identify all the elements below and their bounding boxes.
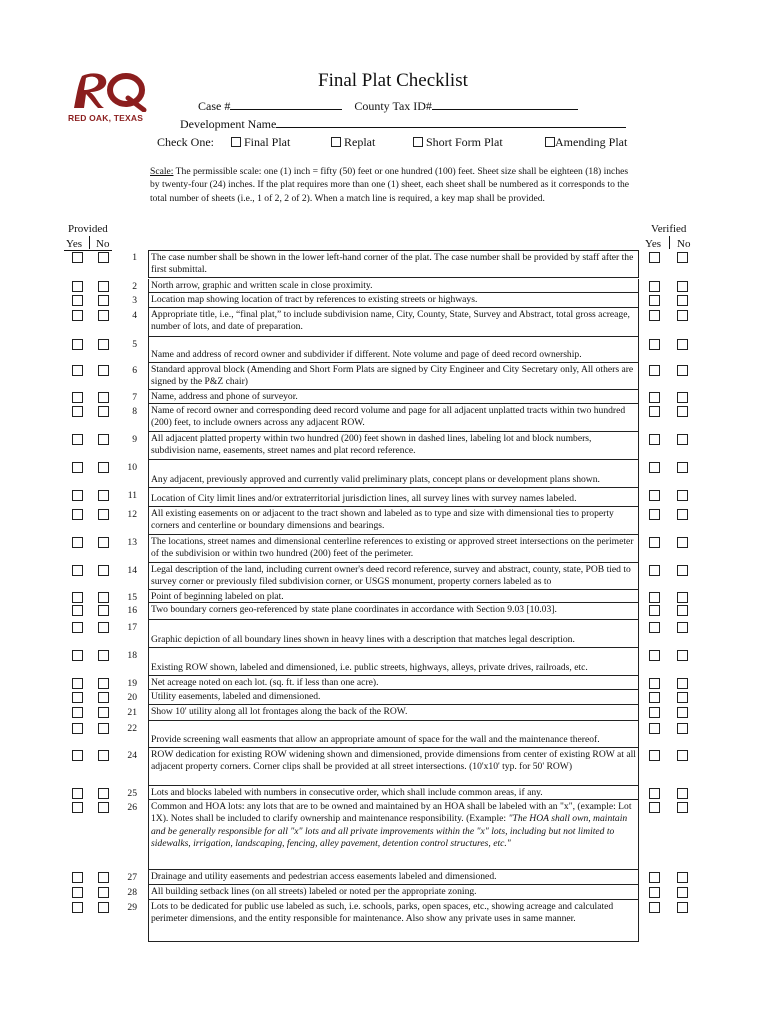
item-number: 7 (132, 392, 137, 403)
checklist-item (148, 900, 639, 942)
provided-yes-checkbox[interactable] (72, 622, 83, 633)
item-text-wrap (151, 294, 477, 305)
tax-id-label: County Tax ID# (354, 99, 432, 113)
verified-yes-checkbox[interactable] (649, 462, 660, 473)
provided-yes-checkbox[interactable] (72, 462, 83, 473)
page-title: Final Plat Checklist (318, 70, 468, 91)
development-line (180, 116, 626, 132)
verified-no-checkbox[interactable] (677, 339, 688, 350)
checklist-item (148, 721, 639, 748)
item-text: ROW dedication for existing ROW widening shown and dimensioned, provide dimensions from center of existing ROW at all adjacent property corners. Corner clips shall be provided at all street intersections. (10'x10' typ. for 50' ROW) (151, 749, 636, 773)
item-number: 20 (127, 692, 137, 703)
provided-yes-checkbox[interactable] (72, 605, 83, 616)
provided-no-checkbox[interactable] (98, 692, 109, 703)
checklist-item (148, 432, 639, 460)
verified-no-checkbox[interactable] (677, 310, 688, 321)
item-text: Utility easements, labeled and dimensioned. (151, 691, 321, 702)
provided-no-checkbox[interactable] (98, 434, 109, 445)
provided-yes-checkbox[interactable] (72, 650, 83, 661)
checklist-item (148, 390, 639, 404)
item-number: 12 (127, 509, 137, 520)
item-number: 8 (132, 406, 137, 417)
provided-no-checkbox[interactable] (98, 605, 109, 616)
checklist-item (148, 590, 639, 603)
verified-no-checkbox[interactable] (677, 678, 688, 689)
provided-no-checkbox[interactable] (98, 902, 109, 913)
checklist-item (148, 648, 639, 676)
verified-no-checkbox[interactable] (677, 622, 688, 633)
item-text-wrap (151, 662, 636, 674)
checklist-item (148, 488, 639, 507)
item-text: The case number shall be shown in the lower left-hand corner of the plat. The case number shall be provided by staff after the first submittal. (151, 252, 634, 276)
item-number: 14 (127, 565, 137, 576)
item-text-wrap (151, 364, 633, 387)
header-underline (64, 250, 112, 251)
item-text-wrap (151, 252, 633, 275)
verified-yes-checkbox[interactable] (649, 295, 660, 306)
checklist-item (148, 563, 639, 590)
checklist-item (148, 603, 639, 620)
provided-no-checkbox[interactable] (98, 295, 109, 306)
checklist-item (148, 363, 639, 390)
option-final-plat: Final Plat (244, 135, 291, 149)
item-number: 17 (127, 622, 137, 633)
item-text-wrap (151, 634, 636, 646)
tax-id-field[interactable] (432, 98, 578, 110)
item-text: Common and HOA lots: any lots that are to be owned and maintained by an HOA shall be labeled with an "x", (example: Lot 1X). Notes shall be included to clarify ownership and maintenance responsibility. (Example: (151, 801, 632, 825)
checklist-item (148, 507, 639, 535)
item-number: 19 (127, 678, 137, 689)
provided-yes-checkbox[interactable] (72, 434, 83, 445)
checklist-item (148, 676, 639, 690)
item-text-wrap (151, 564, 631, 587)
item-number: 22 (127, 723, 137, 734)
scale-text: The permissible scale: one (1) inch = fifty (50) feet or one hundred (100) feet. Sheet size shall be eighteen (18) inches by twenty-four (24) inches. If the plat requires more than one (1) sheet, each sheet shall be numbered as it corresponds to the total number of sheets (i.e., 1 of 2, 2 of 2). When a match line is required, a key map shall be provided. (150, 166, 629, 204)
item-text: Name and address of record owner and subdivider if different. Note volume and page of deed record ownership. (151, 348, 582, 360)
verified-yes-checkbox[interactable] (649, 281, 660, 292)
provided-no-checkbox[interactable] (98, 490, 109, 501)
verified-yes-checkbox[interactable] (649, 406, 660, 417)
checklist-item (148, 293, 639, 308)
checklist-item (148, 620, 639, 648)
provided-no-checkbox[interactable] (98, 406, 109, 417)
item-text: The locations, street names and dimensional centerline references to existing or approved street intersections on the perimeter of the subdivision or within two hundred (200) feet of the perimeter. (151, 536, 634, 560)
provided-yes-checkbox[interactable] (72, 339, 83, 350)
provided-no-checkbox[interactable] (98, 509, 109, 520)
item-text-wrap (151, 591, 284, 602)
provided-no-checkbox[interactable] (98, 365, 109, 376)
provided-yes-checkbox[interactable] (72, 750, 83, 761)
verified-yes-checkbox[interactable] (649, 252, 660, 263)
item-text: Standard approval block (Amending and Short Form Plats are signed by City Engineer and City Secretary only, All others are signed by the P&Z chair) (151, 364, 634, 388)
verified-yes-checkbox[interactable] (649, 872, 660, 883)
item-text-wrap (151, 677, 379, 688)
provided-no-checkbox[interactable] (98, 310, 109, 321)
verified-header-divider (669, 236, 670, 249)
checklist-item (148, 535, 639, 563)
item-text-wrap (151, 734, 636, 746)
item-number: 5 (132, 339, 137, 350)
item-text-wrap (151, 691, 320, 702)
item-text-wrap (151, 391, 298, 402)
provided-yes-checkbox[interactable] (72, 678, 83, 689)
provided-yes-checkbox[interactable] (72, 406, 83, 417)
item-text-wrap (151, 309, 630, 332)
checklist-item (148, 690, 639, 705)
item-text-wrap (151, 871, 497, 882)
item-text-wrap (151, 405, 625, 428)
verified-yes-checkbox[interactable] (649, 692, 660, 703)
provided-yes-checkbox[interactable] (72, 365, 83, 376)
final-plat-checkbox[interactable] (231, 137, 241, 147)
checklist-item (148, 308, 639, 337)
verified-yes-checkbox[interactable] (649, 887, 660, 898)
provided-yes-checkbox[interactable] (72, 887, 83, 898)
item-text-wrap (151, 749, 636, 772)
provided-yes-checkbox[interactable] (72, 310, 83, 321)
verified-no-checkbox[interactable] (677, 281, 688, 292)
item-text-wrap (151, 604, 557, 615)
verified-yes-checkbox[interactable] (649, 622, 660, 633)
verified-no-checkbox[interactable] (677, 490, 688, 501)
item-number: 21 (127, 707, 137, 718)
option-replat: Replat (344, 135, 376, 149)
verified-no-checkbox[interactable] (677, 788, 688, 799)
item-text: Two boundary corners geo-referenced by state plane coordinates in accordance with Section 9.03 [10.03]. (151, 604, 557, 615)
item-text: Point of beginning labeled on plat. (151, 591, 284, 602)
provided-no-checkbox[interactable] (98, 887, 109, 898)
provided-yes-checkbox[interactable] (72, 788, 83, 799)
verified-yes-checkbox[interactable] (649, 678, 660, 689)
checklist-item (148, 460, 639, 488)
verified-no-checkbox[interactable] (677, 887, 688, 898)
verified-yes-checkbox[interactable] (649, 750, 660, 761)
checklist-item (148, 705, 639, 721)
provided-no-checkbox[interactable] (98, 462, 109, 473)
item-text: Lots to be dedicated for public use labeled as such, i.e. schools, parks, open spaces, etc., showing acreage and calculated perimeter dimensions, and the entity responsible for maintenance. Also show any private uses in same manner. (151, 901, 614, 925)
verified-yes-checkbox[interactable] (649, 723, 660, 734)
verified-no-header: No (677, 238, 691, 250)
verified-yes-header: Yes (645, 238, 662, 250)
provided-no-checkbox[interactable] (98, 750, 109, 761)
verified-header: Verified (651, 223, 687, 235)
verified-no-checkbox[interactable] (677, 707, 688, 718)
provided-yes-checkbox[interactable] (72, 565, 83, 576)
checklist-item (148, 870, 639, 885)
verified-yes-checkbox[interactable] (649, 592, 660, 603)
checklist-item (148, 786, 639, 800)
development-name-field[interactable] (276, 116, 626, 128)
logo-text: RED OAK, TEXAS (68, 113, 144, 123)
verified-yes-checkbox[interactable] (649, 902, 660, 913)
verified-no-checkbox[interactable] (677, 750, 688, 761)
provided-no-checkbox[interactable] (98, 252, 109, 263)
verified-yes-checkbox[interactable] (649, 605, 660, 616)
item-text: Existing ROW shown, labeled and dimensioned, i.e. public streets, highways, alleys, private drives, railroads, etc. (151, 661, 588, 673)
verified-yes-checkbox[interactable] (649, 392, 660, 403)
provided-yes-checkbox[interactable] (72, 252, 83, 263)
provided-no-checkbox[interactable] (98, 872, 109, 883)
checklist-item (148, 885, 639, 900)
verified-no-checkbox[interactable] (677, 537, 688, 548)
verified-yes-checkbox[interactable] (649, 802, 660, 813)
item-number: 29 (127, 902, 137, 913)
item-number: 15 (127, 592, 137, 603)
provided-yes-checkbox[interactable] (72, 692, 83, 703)
item-number: 24 (127, 750, 137, 761)
provided-no-checkbox[interactable] (98, 392, 109, 403)
verified-yes-checkbox[interactable] (649, 310, 660, 321)
item-number: 1 (132, 252, 137, 263)
verified-no-checkbox[interactable] (677, 872, 688, 883)
verified-no-checkbox[interactable] (677, 605, 688, 616)
provided-yes-checkbox[interactable] (72, 723, 83, 734)
provided-no-checkbox[interactable] (98, 707, 109, 718)
item-text: Any adjacent, previously approved and currently valid preliminary plats, concept plans or development plans shown. (151, 473, 600, 485)
provided-no-checkbox[interactable] (98, 802, 109, 813)
verified-no-checkbox[interactable] (677, 365, 688, 376)
checklist-item (148, 250, 639, 278)
verified-no-checkbox[interactable] (677, 434, 688, 445)
provided-yes-header: Yes (66, 238, 83, 250)
item-number: 6 (132, 365, 137, 376)
option-short-form-plat: Short Form Plat (426, 135, 503, 149)
verified-no-checkbox[interactable] (677, 392, 688, 403)
provided-yes-checkbox[interactable] (72, 592, 83, 603)
item-number: 10 (127, 462, 137, 473)
provided-no-checkbox[interactable] (98, 788, 109, 799)
verified-no-checkbox[interactable] (677, 802, 688, 813)
item-number: 16 (127, 605, 137, 616)
checklist-item (148, 404, 639, 432)
check-one-row (157, 135, 637, 149)
provided-no-checkbox[interactable] (98, 678, 109, 689)
item-number: 4 (132, 310, 137, 321)
provided-yes-checkbox[interactable] (72, 802, 83, 813)
verified-no-checkbox[interactable] (677, 509, 688, 520)
provided-no-checkbox[interactable] (98, 281, 109, 292)
item-number: 18 (127, 650, 137, 661)
provided-no-checkbox[interactable] (98, 592, 109, 603)
item-text: Legal description of the land, including current owner's deed record reference, survey and abstract, county, state, POB tied to survey corner or previously filed subdivision corner, or USGS monument, property corners labeled as to (151, 564, 631, 588)
verified-no-checkbox[interactable] (677, 592, 688, 603)
item-text: Name, address and phone of surveyor. (151, 391, 298, 402)
verified-yes-checkbox[interactable] (649, 434, 660, 445)
ro-logo-icon (68, 70, 148, 112)
verified-no-checkbox[interactable] (677, 692, 688, 703)
case-label: Case # (198, 99, 231, 113)
verified-no-checkbox[interactable] (677, 565, 688, 576)
provided-yes-checkbox[interactable] (72, 295, 83, 306)
verified-yes-checkbox[interactable] (649, 365, 660, 376)
item-number: 27 (127, 872, 137, 883)
item-text: Graphic depiction of all boundary lines shown in heavy lines with a description that matches legal description. (151, 633, 575, 645)
item-text-wrap (151, 433, 591, 456)
verified-yes-checkbox[interactable] (649, 509, 660, 520)
red-oak-logo (68, 70, 148, 123)
short-form-plat-checkbox[interactable] (413, 137, 423, 147)
item-text: Name of record owner and corresponding deed record volume and page for all adjacent unplatted tracts within two hundred (200) feet, to include owners across any adjacent ROW. (151, 405, 626, 429)
item-italic-text: "The HOA shall own, maintain and be generally responsible for all "x" lots and all private improvements within the "x" lots, including but not limited to sidewalks, irrigation, landscaping, fencing, alley pavement, detention control structures, etc." (151, 813, 628, 850)
item-text-wrap (151, 493, 636, 505)
item-text-wrap (151, 901, 613, 924)
scale-note (150, 165, 640, 205)
item-text: Lots and blocks labeled with numbers in consecutive order, which shall include common areas, if any. (151, 787, 543, 798)
item-text: Location map showing location of tract by references to existing streets or highways. (151, 294, 478, 305)
item-text: Show 10' utility along all lot frontages along the back of the ROW. (151, 706, 408, 717)
item-number: 25 (127, 788, 137, 799)
item-text-wrap (151, 536, 633, 559)
item-number: 26 (127, 802, 137, 813)
item-text-wrap (151, 508, 614, 531)
item-text: Appropriate title, i.e., “final plat,” to include subdivision name, City, County, State, Survey and Abstract, total gross acreage, number of lots, and date of preparation. (151, 309, 630, 333)
checklist-item (148, 800, 639, 870)
verified-yes-checkbox[interactable] (649, 788, 660, 799)
item-text-wrap (151, 349, 636, 361)
verified-yes-checkbox[interactable] (649, 650, 660, 661)
verified-yes-checkbox[interactable] (649, 565, 660, 576)
checklist-item (148, 279, 639, 293)
item-text: Net acreage noted on each lot. (sq. ft. if less than one acre). (151, 677, 379, 688)
provided-yes-checkbox[interactable] (72, 490, 83, 501)
item-text: All building setback lines (on all streets) labeled or noted per the appropriate zoning. (151, 886, 477, 897)
verified-no-checkbox[interactable] (677, 650, 688, 661)
checklist-item (148, 337, 639, 363)
item-number: 13 (127, 537, 137, 548)
scale-label: Scale: (150, 166, 174, 177)
verified-no-checkbox[interactable] (677, 462, 688, 473)
verified-no-checkbox[interactable] (677, 252, 688, 263)
header-divider (89, 236, 90, 249)
verified-no-checkbox[interactable] (677, 902, 688, 913)
provided-no-checkbox[interactable] (98, 537, 109, 548)
item-text-wrap (151, 706, 407, 717)
provided-no-checkbox[interactable] (98, 339, 109, 350)
item-text: Provide screening wall easments that allow an appropriate amount of space for the wall and the maintenance thereof. (151, 733, 600, 745)
verified-no-checkbox[interactable] (677, 406, 688, 417)
verified-no-checkbox[interactable] (677, 295, 688, 306)
item-text: All existing easements on or adjacent to the tract shown and labeled as to type and size with dimensional ties to property corners and centerline or boundary dimensions and bearings. (151, 508, 614, 532)
item-text: Drainage and utility easements and pedestrian access easements labeled and dimensioned. (151, 871, 497, 882)
item-text: North arrow, graphic and written scale in close proximity. (151, 280, 373, 291)
item-text-wrap (151, 886, 477, 897)
item-text: Location of City limit lines and/or extraterritorial jurisdiction lines, all survey lines with survey names labeled. (151, 492, 577, 504)
checklist-item (148, 748, 639, 786)
item-number: 2 (132, 281, 137, 292)
option-amending-plat: Amending Plat (555, 135, 628, 149)
provided-yes-checkbox[interactable] (72, 707, 83, 718)
item-number: 9 (132, 434, 137, 445)
provided-header: Provided (68, 223, 108, 235)
item-number: 3 (132, 295, 137, 306)
item-text-wrap (151, 787, 543, 798)
provided-no-checkbox[interactable] (98, 723, 109, 734)
development-name-label: Development Name (180, 117, 277, 131)
verified-yes-checkbox[interactable] (649, 537, 660, 548)
item-text-wrap (151, 474, 636, 486)
replat-checkbox[interactable] (331, 137, 341, 147)
provided-no-header: No (96, 238, 110, 250)
provided-yes-checkbox[interactable] (72, 537, 83, 548)
verified-yes-checkbox[interactable] (649, 490, 660, 501)
verified-yes-checkbox[interactable] (649, 339, 660, 350)
provided-no-checkbox[interactable] (98, 650, 109, 661)
verified-no-checkbox[interactable] (677, 723, 688, 734)
provided-no-checkbox[interactable] (98, 622, 109, 633)
provided-yes-checkbox[interactable] (72, 509, 83, 520)
item-text-wrap (151, 280, 372, 291)
check-one-label: Check One: (157, 135, 214, 149)
item-text-wrap (151, 801, 632, 849)
provided-yes-checkbox[interactable] (72, 392, 83, 403)
amending-plat-checkbox[interactable] (545, 137, 555, 147)
item-number: 11 (127, 490, 137, 501)
provided-yes-checkbox[interactable] (72, 281, 83, 292)
provided-yes-checkbox[interactable] (72, 902, 83, 913)
provided-no-checkbox[interactable] (98, 565, 109, 576)
verified-yes-checkbox[interactable] (649, 707, 660, 718)
provided-yes-checkbox[interactable] (72, 872, 83, 883)
item-number: 28 (127, 887, 137, 898)
case-number-field[interactable] (230, 98, 342, 110)
case-line (198, 98, 578, 114)
item-text: All adjacent platted property within two hundred (200) feet shown in dashed lines, labeling lot and block numbers, subdivision name, easements, street names and plat record reference. (151, 433, 592, 457)
